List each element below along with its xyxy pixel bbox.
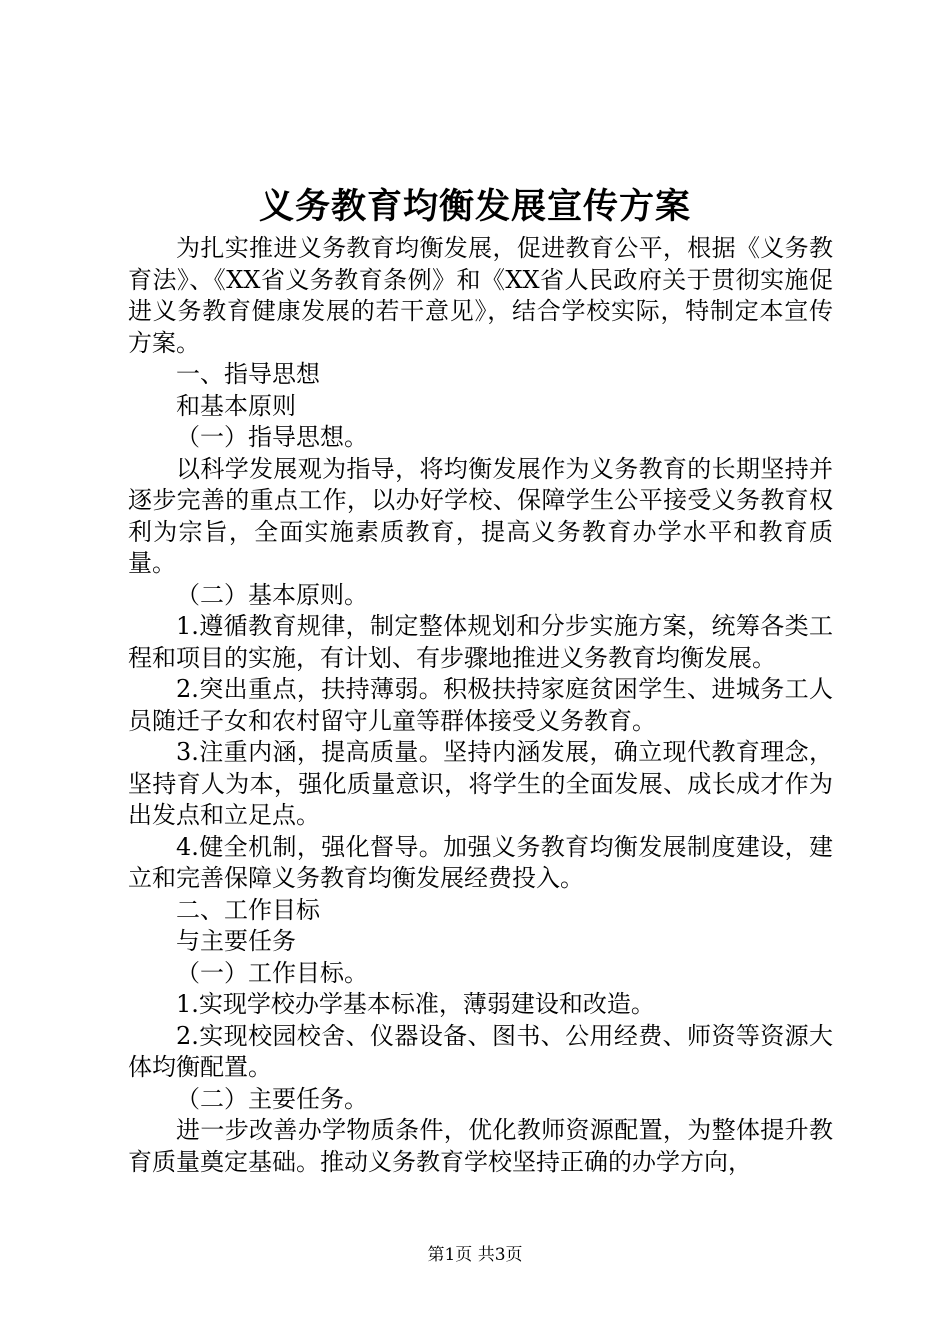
paragraph: 进一步改善办学物质条件，优化教师资源配置，为整体提升教育质量奠定基础。推动义务教育学校坚持正确的办学方向， [128, 1116, 833, 1176]
section-heading-1-cont: 和基本原则 [176, 391, 296, 420]
list-item: 2.突出重点，扶持薄弱。积极扶持家庭贫困学生、进城务工人员随迁子女和农村留守儿童等群体接受义务教育。 [128, 675, 833, 735]
paragraph: 以科学发展观为指导，将均衡发展作为义务教育的长期坚持并逐步完善的重点工作，以办好学校、保障学生公平接受义务教育权利为宗旨，全面实施素质教育，提高义务教育办学水平和教育质量。 [128, 454, 833, 577]
list-item: 3.注重内涵，提高质量。坚持内涵发展，确立现代教育理念，坚持育人为本，强化质量意识，将学生的全面发展、成长成才作为出发点和立足点。 [128, 738, 833, 829]
document-title: 义务教育均衡发展宣传方案 [258, 186, 691, 227]
section-heading-2: 二、工作目标 [176, 895, 320, 924]
subsection-heading: （二）基本原则。 [176, 580, 368, 609]
section-heading-1: 一、指导思想 [176, 360, 320, 388]
list-item: 4.健全机制，强化督导。加强义务教育均衡发展制度建设，建立和完善保障义务教育均衡发展经费投入。 [128, 832, 833, 892]
paragraph-intro: 为扎实推进义务教育均衡发展，促进教育公平，根据《义务教育法》、《XX省义务教育条例》和《XX省人民政府关于贯彻实施促进义务教育健康发展的若干意见》，结合学校实际，特制定本宣传方案。 [128, 234, 833, 357]
document-body [128, 233, 833, 1178]
subsection-heading: （一）指导思想。 [176, 423, 368, 451]
subsection-heading: （二）主要任务。 [176, 1084, 368, 1113]
list-item: 1.遵循教育规律，制定整体规划和分步实施方案，统筹各类工程和项目的实施，有计划、有步骤地推进义务教育均衡发展。 [128, 612, 833, 672]
subsection-heading: （一）工作目标。 [176, 958, 368, 987]
page-footer: 第1页 共3页 [427, 1245, 523, 1265]
list-item: 1.实现学校办学基本标准，薄弱建设和改造。 [176, 990, 655, 1018]
section-heading-2-cont: 与主要任务 [176, 927, 296, 955]
list-item: 2.实现校园校舍、仪器设备、图书、公用经费、师资等资源大体均衡配置。 [128, 1021, 833, 1081]
